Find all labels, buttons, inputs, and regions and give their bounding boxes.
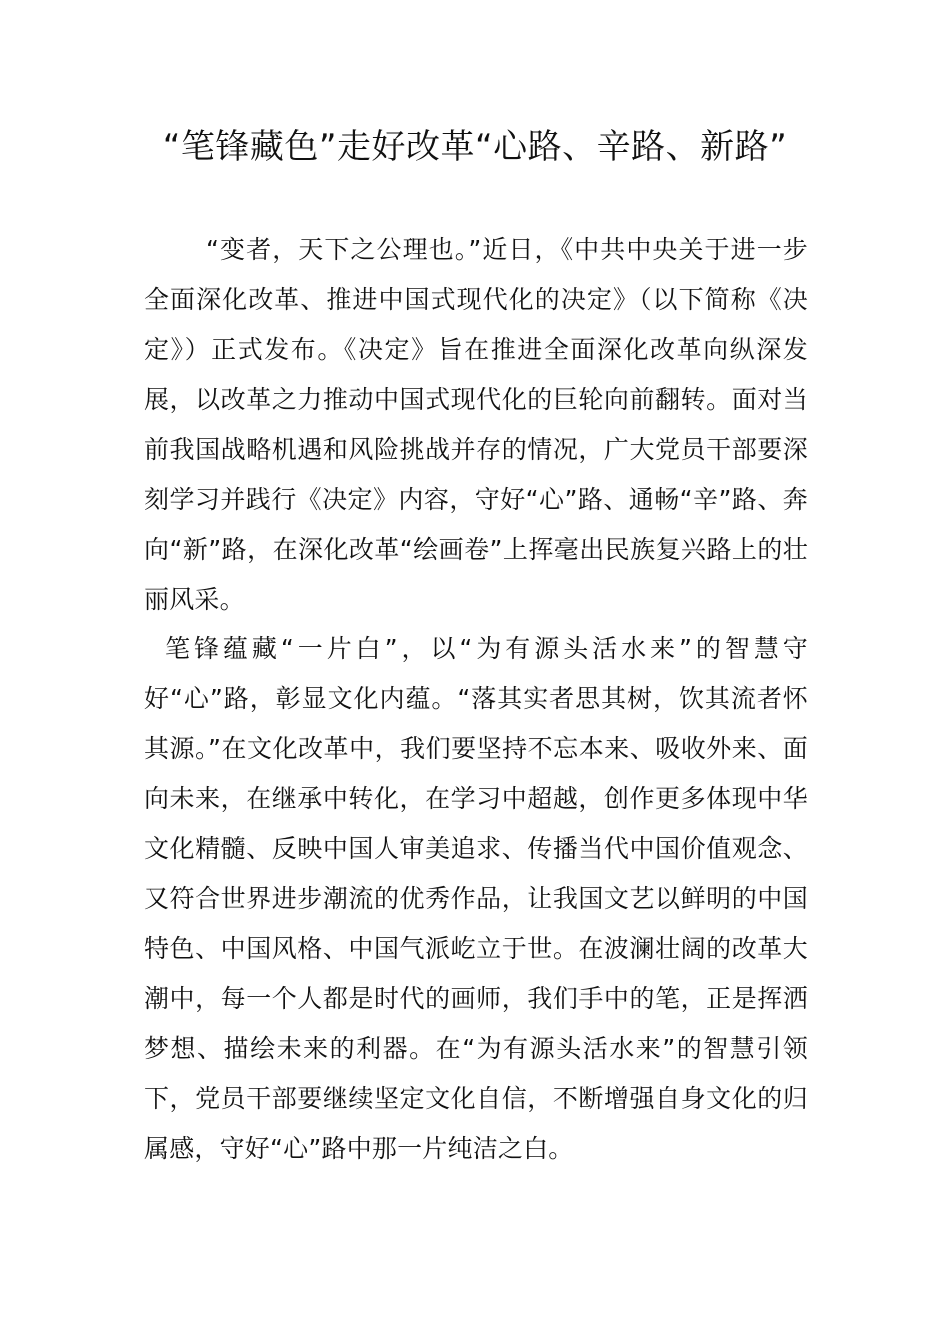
paragraph-intro: “变者，天下之公理也。”近日，《中共中央关于进一步全面深化改革、推进中国式现代化的决定》（以下简称《决定》）正式发布。《决定》旨在推进全面深化改革向纵深发展，以改革之力推动中国式现代化的巨轮向前翻转。面对当前我国战略机遇和风险挑战并存的情况，广大党员干部要深刻学习并践行《决定》内容，守好“心”路、通畅“辛”路、奔向“新”路，在深化改革“绘画卷”上挥毫出民族复兴路上的壮丽风采。 (144, 235, 808, 614)
paragraph-heart-road: 笔锋蕴藏“一片白”，以“为有源头活水来”的智慧守好“心”路，彰显文化内蕴。“落其实者思其树，饮其流者怀其源。”在文化改革中，我们要坚持不忘本来、吸收外来、面向未来，在继承中转化，在学习中超越，创作更多体现中华文化精髓、反映中国人审美追求、传播当代中国价值观念、又符合世界进步潮流的优秀作品，让我国文艺以鲜明的中国特色、中国风格、中国气派屹立于世。在波澜壮阔的改革大潮中，每一个人都是时代的画师，我们手中的笔，正是挥洒梦想、描绘未来的利器。在“为有源头活水来”的智慧引领下，党员干部要继续坚定文化自信，不断增强自身文化的归属感，守好“心”路中那一片纯洁之白。 (144, 634, 808, 1163)
document-title: “笔锋藏色”走好改革“心路、辛路、新路” (162, 127, 788, 167)
